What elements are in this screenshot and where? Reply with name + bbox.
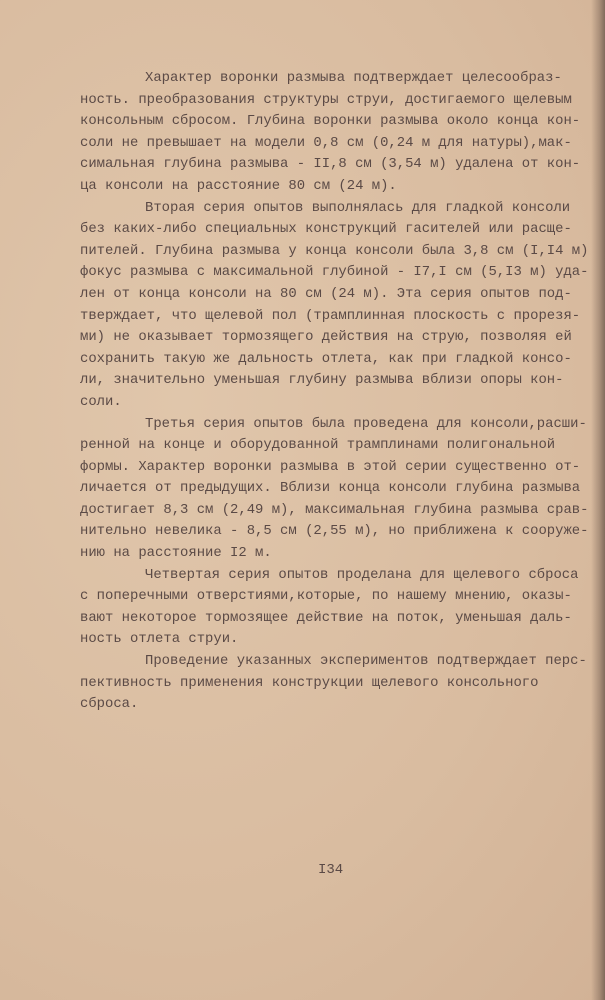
text-line: консольным сбросом. Глубина воронки размыва около конца кон- — [80, 113, 581, 130]
text-line: Четвертая серия опытов проделана для щелевого сброса — [145, 566, 579, 583]
text-line: симальная глубина размыва - II,8 см (3,54 м) удалена от кон- — [80, 156, 581, 173]
text-line: сохранить такую же дальность отлета, как при гладкой консо- — [80, 350, 572, 367]
text-line: ность. преобразования структуры струи, достигаемого щелевым — [80, 91, 572, 108]
text-line: личается от предыдущих. Вблизи конца консоли глубина размыва — [80, 480, 581, 497]
paragraph — [80, 565, 595, 651]
text-line: лен от конца консоли на 80 см (24 м). Эта серия опытов под- — [80, 285, 572, 302]
text-line: ми) не оказывает тормозящего действия на струю, позволяя ей — [80, 329, 572, 346]
text-line: пителей. Глубина размыва у конца консоли была 3,8 см (I,I4 м) — [80, 242, 589, 259]
text-line: ренной на конце и оборудованной трамплинами полигональной — [80, 437, 556, 454]
paragraph — [80, 414, 595, 565]
text-line: Характер воронки размыва подтверждает целесообраз- — [145, 70, 562, 86]
page-number: I34 — [318, 862, 344, 878]
text-line: формы. Характер воронки размыва в этой серии существенно от- — [80, 458, 581, 475]
text-line: Проведение указанных экспериментов подтверждает перс- — [145, 653, 587, 670]
body-text — [80, 68, 595, 716]
text-line: сброса. — [80, 696, 139, 713]
text-line: нительно невелика - 8,5 см (2,55 м), но приближена к сооруже- — [80, 523, 589, 540]
text-line: ность отлета струи. — [80, 631, 239, 648]
text-line: с поперечными отверстиями,которые, по нашему мнению, оказы- — [80, 588, 572, 605]
text-line: Третья серия опытов была проведена для консоли,расши- — [145, 415, 587, 432]
text-line: вают некоторое тормозящее действие на поток, уменьшая даль- — [80, 609, 572, 626]
text-line: пективность применения конструкции щелевого консольного — [80, 674, 539, 691]
text-line: достигает 8,3 см (2,49 м), максимальная глубина размыва срав- — [80, 501, 589, 518]
paragraph — [80, 651, 595, 716]
text-line: фокус размыва с максимальной глубиной - I7,I см (5,I3 м) уда- — [80, 264, 589, 281]
text-line: ца консоли на расстояние 80 см (24 м). — [80, 177, 397, 194]
text-line: Вторая серия опытов выполнялась для гладкой консоли — [145, 199, 571, 216]
paragraph — [80, 198, 595, 414]
text-line: соли. — [80, 393, 122, 410]
text-line: нию на расстояние I2 м. — [80, 545, 272, 562]
text-line: без каких-либо специальных конструкций гасителей или расще- — [80, 221, 572, 238]
paragraph — [80, 68, 595, 198]
text-line: соли не превышает на модели 0,8 см (0,24 м для натуры),мак- — [80, 134, 572, 151]
text-line: тверждает, что щелевой пол (трамплинная плоскость с прорезя- — [80, 307, 581, 324]
text-line: ли, значительно уменьшая глубину размыва вблизи опоры кон- — [80, 372, 564, 389]
